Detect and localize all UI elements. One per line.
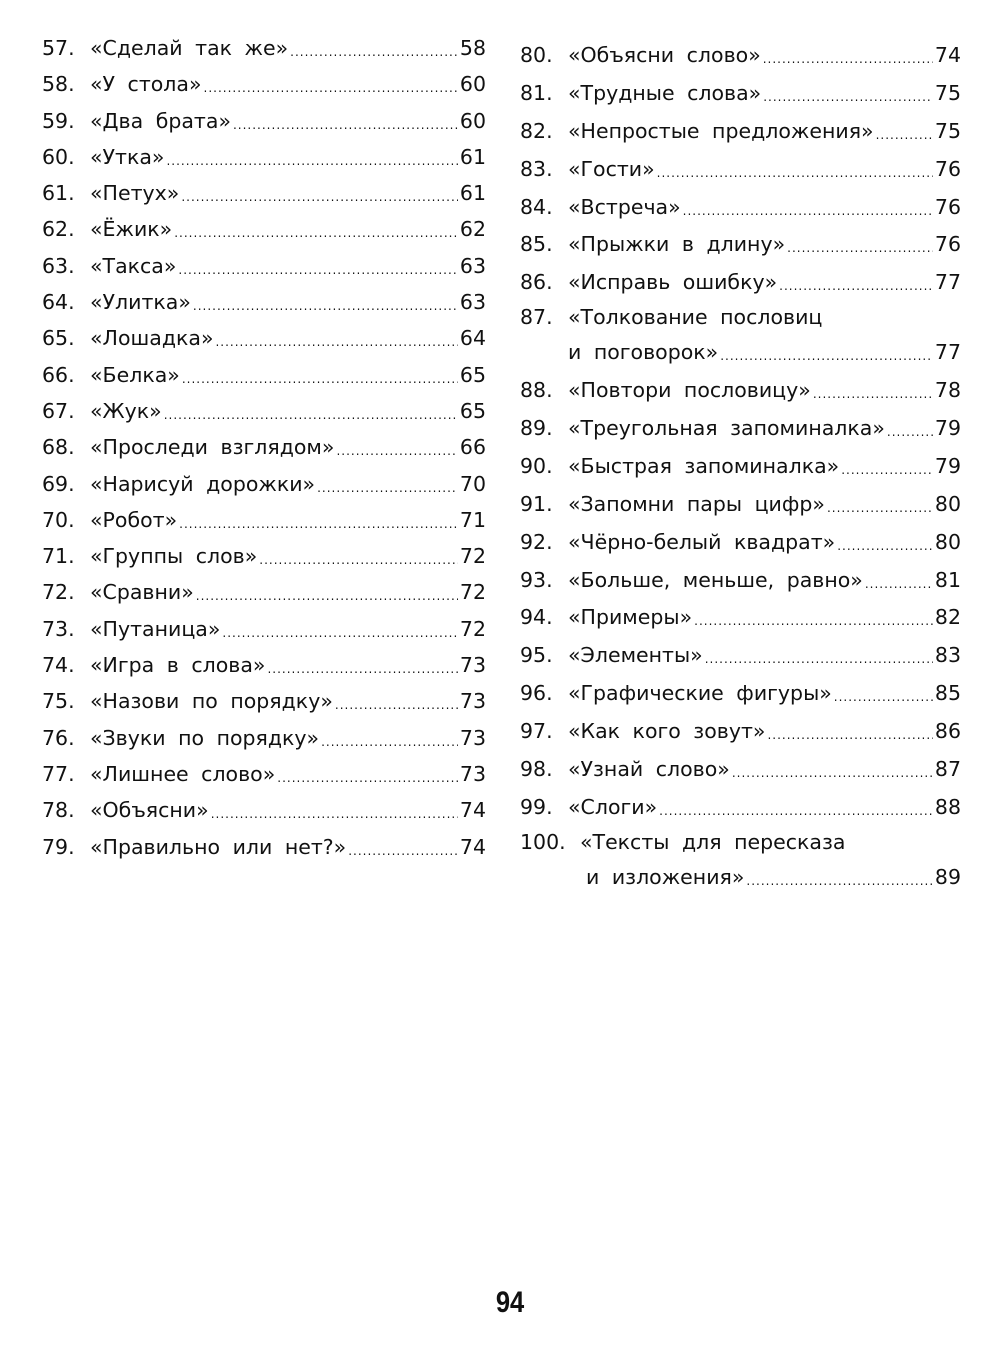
toc-entry (42, 109, 486, 145)
toc-entry (42, 798, 486, 834)
entry-page: 64 (459, 326, 486, 351)
entry-title: «Правильно или нет?» (90, 834, 347, 859)
dot-leader (179, 517, 458, 531)
toc-entry (520, 409, 961, 447)
entry-page: 88 (934, 794, 961, 819)
entry-title: «Нарисуй дорожки» (90, 471, 316, 496)
entry-page: 79 (934, 415, 961, 440)
dot-leader (335, 698, 458, 712)
dot-leader (865, 577, 933, 591)
toc-line (520, 371, 961, 409)
entry-page: 72 (459, 580, 486, 605)
entry-title: «Исправь ошибку» (568, 270, 778, 295)
dot-leader (746, 874, 933, 888)
entry-page: 61 (459, 144, 486, 169)
entry-page: 74 (459, 798, 486, 823)
entry-number: 87. (520, 305, 553, 330)
entry-number: 79. (42, 834, 75, 859)
dot-leader (196, 589, 458, 603)
entry-title: «Запомни пары цифр» (568, 491, 825, 516)
entry-title: «Звуки по порядку» (90, 725, 320, 750)
entry-title: «Два брата» (90, 108, 231, 133)
entry-page: 80 (934, 529, 961, 554)
dot-leader (834, 690, 933, 704)
entry-page: 78 (934, 378, 961, 403)
entry-title: «Лошадка» (90, 326, 214, 351)
dot-leader (267, 662, 457, 676)
toc-line (520, 636, 961, 674)
toc-entry (42, 254, 486, 290)
entry-number: 57. (42, 36, 75, 60)
dot-leader (720, 349, 933, 363)
toc-entry (520, 371, 961, 409)
entry-title: «Тексты для пересказа (580, 829, 846, 854)
entry-number: 64. (42, 290, 75, 315)
entry-page: 71 (459, 507, 486, 532)
toc-entry (42, 435, 486, 471)
entry-title: «Группы слов» (90, 544, 258, 569)
toc-entry (520, 74, 961, 112)
entry-page: 70 (459, 471, 486, 496)
toc-line (42, 72, 486, 96)
toc-column-right (520, 36, 961, 896)
entry-number: 97. (520, 719, 553, 744)
entry-page: 76 (934, 194, 961, 219)
entry-number: 90. (520, 453, 553, 478)
entry-page: 73 (459, 689, 486, 714)
toc-line (520, 409, 961, 447)
dot-leader (705, 652, 933, 666)
entry-page: 62 (459, 217, 486, 242)
entry-page: 72 (459, 544, 486, 569)
entry-title: «Игра в слова» (90, 653, 266, 678)
toc-line (42, 435, 486, 459)
dot-leader (178, 263, 458, 277)
entry-page: 85 (934, 681, 961, 706)
toc-line (42, 472, 486, 496)
toc-entry (520, 788, 961, 826)
entry-page: 72 (459, 616, 486, 641)
entry-title: «Такса» (90, 253, 177, 278)
entry-title: «Трудные слова» (568, 80, 762, 105)
entry-title: «Чёрно-белый квадрат» (568, 529, 836, 554)
toc-entry (520, 523, 961, 561)
toc-line (42, 617, 486, 641)
entry-page: 75 (934, 118, 961, 143)
entry-page: 65 (459, 398, 486, 423)
toc-line (520, 263, 961, 301)
toc-entry (520, 674, 961, 712)
entry-title: «Слоги» (568, 794, 658, 819)
entry-page: 66 (459, 435, 486, 460)
entry-number: 93. (520, 567, 553, 592)
dot-leader (222, 626, 458, 640)
entry-number: 85. (520, 232, 553, 257)
dot-leader (813, 387, 933, 401)
toc-entry (520, 561, 961, 599)
dot-leader (767, 728, 932, 742)
entry-page: 65 (459, 362, 486, 387)
entry-page: 74 (459, 834, 486, 859)
entry-number: 73. (42, 616, 75, 641)
entry-title: «Объясни слово» (568, 42, 761, 67)
entry-page: 75 (934, 80, 961, 105)
entry-number: 72. (42, 580, 75, 605)
entry-title: «Треугольная запоминалка» (568, 415, 885, 440)
toc-entry (520, 188, 961, 226)
dot-leader (348, 844, 458, 858)
toc-entry (42, 72, 486, 108)
toc-line (42, 399, 486, 423)
toc-line-continuation (520, 333, 961, 371)
entry-number: 71. (42, 544, 75, 569)
dot-leader (837, 539, 933, 553)
entry-title: «Узнай слово» (568, 756, 730, 781)
entry-title: «Элементы» (568, 643, 703, 668)
entry-title: «Прыжки в длину» (568, 232, 786, 257)
toc-entry (42, 689, 486, 725)
toc-entry (42, 472, 486, 508)
entry-number: 98. (520, 756, 553, 781)
entry-number: 84. (520, 194, 553, 219)
dot-leader (164, 408, 458, 422)
toc-line (42, 36, 486, 60)
entry-number: 99. (520, 794, 553, 819)
dot-leader (277, 771, 458, 785)
entry-page: 77 (934, 270, 961, 295)
entry-title-continued: и изложения» (586, 864, 745, 889)
entry-title: «Как кого зовут» (568, 719, 766, 744)
dot-leader (336, 444, 457, 458)
toc-entry (520, 712, 961, 750)
toc-entry (42, 726, 486, 762)
toc-line (42, 726, 486, 750)
toc-line (520, 447, 961, 485)
entry-title: «Жук» (90, 398, 162, 423)
dot-leader (290, 45, 458, 59)
entry-title: «Больше, меньше, равно» (568, 567, 863, 592)
entry-title: «Сравни» (90, 580, 194, 605)
entry-title: «Робот» (90, 507, 178, 532)
dot-leader (193, 299, 458, 313)
toc-entry (42, 508, 486, 544)
toc-line (42, 689, 486, 713)
entry-title: «Улитка» (90, 290, 191, 315)
entry-number: 63. (42, 253, 75, 278)
toc-entry (520, 636, 961, 674)
entry-page: 77 (934, 340, 961, 365)
toc-line (520, 188, 961, 226)
entry-title: «Назови по порядку» (90, 689, 333, 714)
toc-entry (520, 447, 961, 485)
toc-line (520, 561, 961, 599)
dot-leader (827, 501, 933, 515)
dot-leader (694, 614, 933, 628)
toc-entry (42, 544, 486, 580)
dot-leader (659, 804, 933, 818)
entry-title-continued: и поговорок» (568, 340, 719, 365)
toc-line (42, 798, 486, 822)
entry-page: 63 (459, 253, 486, 278)
entry-number: 75. (42, 689, 75, 714)
toc-line (520, 750, 961, 788)
toc-line (42, 580, 486, 604)
entry-number: 100. (520, 829, 566, 854)
page-number: 94 (495, 1286, 525, 1319)
dot-leader (887, 425, 933, 439)
toc-line (520, 598, 961, 636)
toc-entry (42, 653, 486, 689)
entry-page: 81 (934, 567, 961, 592)
entry-number: 61. (42, 181, 75, 206)
toc-entry (42, 36, 486, 72)
entry-page: 82 (934, 605, 961, 630)
entry-page: 73 (459, 725, 486, 750)
entry-page: 83 (934, 643, 961, 668)
dot-leader (657, 166, 933, 180)
entry-page: 61 (459, 181, 486, 206)
dot-leader (841, 463, 933, 477)
entry-page: 74 (934, 42, 961, 67)
toc-entry (520, 112, 961, 150)
entry-page: 60 (459, 108, 486, 133)
entry-title: «Объясни» (90, 798, 209, 823)
entry-title: «Сделай так же» (90, 36, 289, 60)
toc-line (42, 217, 486, 241)
entry-title: «Гости» (568, 156, 655, 181)
entry-number: 69. (42, 471, 75, 496)
toc-line (42, 145, 486, 169)
toc-entry (520, 301, 961, 371)
entry-number: 92. (520, 529, 553, 554)
entry-title: «Встреча» (568, 194, 681, 219)
toc-line (520, 485, 961, 523)
dot-leader (321, 735, 458, 749)
entry-number: 70. (42, 507, 75, 532)
entry-number: 62. (42, 217, 75, 242)
entry-page: 73 (459, 653, 486, 678)
entry-number: 83. (520, 156, 553, 181)
entry-title: «Примеры» (568, 605, 693, 630)
entry-number: 81. (520, 80, 553, 105)
entry-page: 63 (459, 290, 486, 315)
entry-number: 82. (520, 118, 553, 143)
entry-number: 76. (42, 725, 75, 750)
entry-number: 68. (42, 435, 75, 460)
toc-entry (520, 485, 961, 523)
entry-page: 87 (934, 756, 961, 781)
entry-number: 94. (520, 605, 553, 630)
toc-line (520, 36, 961, 74)
entry-title: «Проследи взглядом» (90, 435, 335, 460)
entry-number: 96. (520, 681, 553, 706)
toc-line (520, 523, 961, 561)
entry-number: 58. (42, 72, 75, 97)
entry-number: 59. (42, 108, 75, 133)
toc-entry (520, 225, 961, 263)
entry-title: «Повтори пословицу» (568, 378, 811, 403)
toc-line (42, 290, 486, 314)
dot-leader (787, 241, 933, 255)
entry-number: 95. (520, 643, 553, 668)
toc-entry (42, 326, 486, 362)
toc-line (42, 508, 486, 532)
entry-title: «Лишнее слово» (90, 761, 276, 786)
toc-line (42, 109, 486, 133)
toc-entry (42, 290, 486, 326)
dot-leader (259, 553, 458, 567)
toc-line (520, 712, 961, 750)
entry-number: 89. (520, 415, 553, 440)
entry-number: 86. (520, 270, 553, 295)
entry-number: 65. (42, 326, 75, 351)
entry-page: 89 (934, 864, 961, 889)
dot-leader (182, 372, 458, 386)
toc-line (520, 788, 961, 826)
toc-line-continuation (520, 858, 961, 896)
dot-leader (876, 128, 933, 142)
toc-entry (42, 181, 486, 217)
dot-leader (317, 481, 458, 495)
entry-title: «Утка» (90, 144, 165, 169)
entry-page: 76 (934, 232, 961, 257)
entry-number: 91. (520, 491, 553, 516)
entry-number: 80. (520, 42, 553, 67)
toc-line (42, 762, 486, 786)
toc-line (42, 363, 486, 387)
toc-entry (42, 762, 486, 798)
entry-title: «Ёжик» (90, 217, 173, 242)
toc-entry (520, 263, 961, 301)
dot-leader (683, 204, 933, 218)
dot-leader (181, 190, 458, 204)
dot-leader (174, 226, 458, 240)
dot-leader (732, 766, 933, 780)
toc-line (520, 826, 961, 858)
toc-line (520, 674, 961, 712)
dot-leader (233, 118, 458, 132)
toc-line (42, 254, 486, 278)
dot-leader (779, 279, 933, 293)
entry-page: 86 (934, 719, 961, 744)
dot-leader (211, 807, 458, 821)
toc-entry (42, 363, 486, 399)
toc-entry (42, 145, 486, 181)
toc-line (520, 112, 961, 150)
dot-leader (215, 335, 457, 349)
toc-entry (42, 217, 486, 253)
entry-title: «Быстрая запоминалка» (568, 453, 840, 478)
toc-entry (520, 36, 961, 74)
entry-page: 76 (934, 156, 961, 181)
entry-number: 67. (42, 398, 75, 423)
dot-leader (763, 90, 933, 104)
entry-title: «Путаница» (90, 616, 221, 641)
entry-title: «Белка» (90, 362, 180, 387)
dot-leader (763, 52, 933, 66)
entry-number: 60. (42, 144, 75, 169)
toc-line (520, 301, 961, 333)
toc-line (520, 225, 961, 263)
toc-entry (520, 750, 961, 788)
toc-line (42, 835, 486, 859)
toc-line (520, 150, 961, 188)
dot-leader (166, 154, 457, 168)
entry-title: «Петух» (90, 181, 180, 206)
dot-leader (204, 81, 458, 95)
toc-column-left (42, 36, 486, 871)
entry-title: «Непростые предложения» (568, 118, 874, 143)
toc-entry (520, 598, 961, 636)
entry-number: 78. (42, 798, 75, 823)
toc-entry (42, 399, 486, 435)
entry-page: 60 (459, 72, 486, 97)
entry-page: 80 (934, 491, 961, 516)
entry-page: 73 (459, 761, 486, 786)
entry-title: «Толкование пословиц (568, 305, 823, 330)
entry-title: «Графические фигуры» (568, 681, 832, 706)
entry-page: 79 (934, 453, 961, 478)
toc-entry (520, 150, 961, 188)
entry-number: 77. (42, 761, 75, 786)
entry-number: 74. (42, 653, 75, 678)
toc-line (42, 181, 486, 205)
toc-line (520, 74, 961, 112)
toc-line (42, 653, 486, 677)
toc-entry (520, 826, 961, 896)
toc-entry (42, 580, 486, 616)
entry-title: «У стола» (90, 72, 202, 97)
toc-entry (42, 617, 486, 653)
entry-page: 58 (459, 36, 486, 60)
toc-line (42, 544, 486, 568)
toc-entry (42, 835, 486, 871)
entry-number: 88. (520, 378, 553, 403)
toc-line (42, 326, 486, 350)
entry-number: 66. (42, 362, 75, 387)
